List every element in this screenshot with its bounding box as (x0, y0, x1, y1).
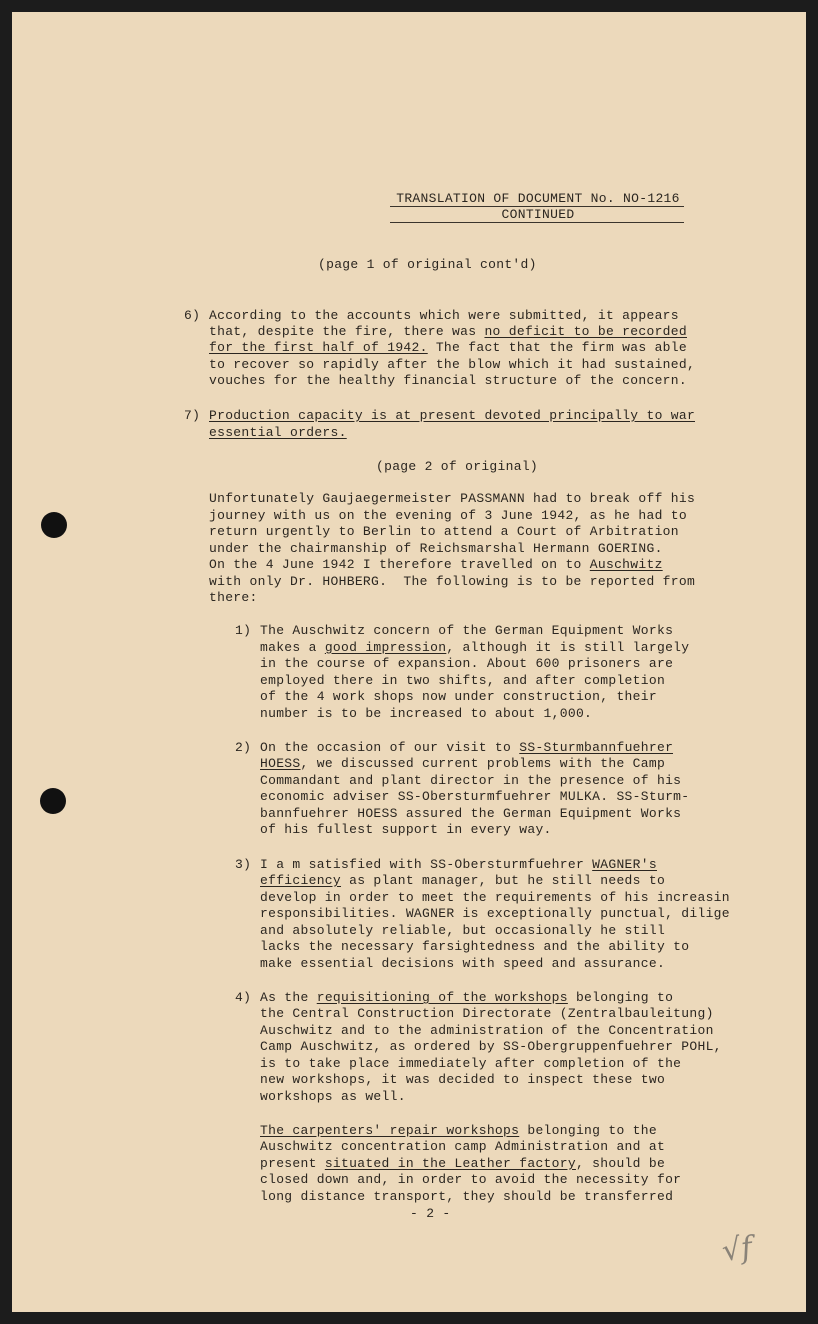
item-7-number: 7) (184, 408, 201, 423)
intro-line-5: On the 4 June 1942 I therefore travelled on to Auschwitz (209, 557, 663, 572)
item-6-line-3: for the first half of 1942. The fact that the firm was able (209, 340, 687, 355)
point-4-number: 4) (235, 990, 252, 1005)
document-title: TRANSLATION OF DOCUMENT No. NO-1216 (396, 191, 680, 206)
carpenters-line-2: Auschwitz concentration camp Administration and at (260, 1139, 666, 1154)
intro-line-4: under the chairmanship of Reichsmarshal Hermann GOERING. (209, 541, 663, 556)
point-4-line-1: As the requisitioning of the workshops belonging to (260, 990, 674, 1005)
point-1-line-3: in the course of expansion. About 600 prisoners are (260, 656, 674, 671)
item-6-line-2: that, despite the fire, there was no deficit to be recorded (209, 324, 687, 339)
point-2-line-5: bannfuehrer HOESS assured the German Equipment Works (260, 806, 682, 821)
point-2-line-3: Commandant and plant director in the presence of his (260, 773, 682, 788)
point-1-line-5: of the 4 work shops now under construction, their (260, 689, 657, 704)
point-4-line-2: the Central Construction Directorate (Zentralbauleitung) (260, 1006, 714, 1021)
point-3-line-3: develop in order to meet the requirements of his increasin (260, 890, 730, 905)
point-3-line-1: I a m satisfied with SS-Obersturmfuehrer WAGNER's (260, 857, 657, 872)
point-4-line-7: workshops as well. (260, 1089, 406, 1104)
item-6-number: 6) (184, 308, 201, 323)
item-6-line-1: According to the accounts which were submitted, it appears (209, 308, 679, 323)
page-reference-1: (page 1 of original cont'd) (318, 257, 537, 272)
item-6-line-4: to recover so rapidly after the blow which it had sustained, (209, 357, 696, 372)
point-2-line-2: HOESS, we discussed current problems with the Camp (260, 756, 666, 771)
point-3-number: 3) (235, 857, 252, 872)
title-rule-top (390, 206, 684, 207)
punch-hole-top (41, 512, 67, 538)
point-3-line-2: efficiency as plant manager, but he still needs to (260, 873, 666, 888)
handwritten-initials: √f (719, 1230, 755, 1269)
point-1-line-1: The Auschwitz concern of the German Equipment Works (260, 623, 674, 638)
point-1-line-2: makes a good impression, although it is still largely (260, 640, 690, 655)
carpenters-line-3: present situated in the Leather factory, should be (260, 1156, 666, 1171)
carpenters-line-1: The carpenters' repair workshops belonging to the (260, 1123, 657, 1138)
punch-hole-bottom (40, 788, 66, 814)
point-2-line-6: of his fullest support in every way. (260, 822, 552, 837)
point-4-line-6: new workshops, it was decided to inspect these two (260, 1072, 666, 1087)
intro-line-2: journey with us on the evening of 3 June 1942, as he had to (209, 508, 687, 523)
carpenters-line-4: closed down and, in order to avoid the necessity for (260, 1172, 682, 1187)
point-1-line-4: employed there in two shifts, and after completion (260, 673, 666, 688)
point-2-line-1: On the occasion of our visit to SS-Sturmbannfuehrer (260, 740, 674, 755)
item-7-line-2: essential orders. (209, 425, 347, 440)
point-3-line-6: lacks the necessary farsightedness and the ability to (260, 939, 690, 954)
point-2-line-4: economic adviser SS-Obersturmfuehrer MULKA. SS-Sturm- (260, 789, 690, 804)
document-continued: CONTINUED (501, 207, 575, 222)
item-7-line-1: Production capacity is at present devoted principally to war (209, 408, 696, 423)
intro-line-6: with only Dr. HOHBERG. The following is to be reported from (209, 574, 696, 589)
point-4-line-4: Camp Auschwitz, as ordered by SS-Obergruppenfuehrer POHL, (260, 1039, 722, 1054)
point-2-number: 2) (235, 740, 252, 755)
intro-line-3: return urgently to Berlin to attend a Court of Arbitration (209, 524, 679, 539)
carpenters-line-5: long distance transport, they should be transferred (260, 1189, 674, 1204)
point-3-line-7: make essential decisions with speed and assurance. (260, 956, 666, 971)
point-1-number: 1) (235, 623, 252, 638)
point-3-line-4: responsibilities. WAGNER is exceptionally punctual, dilige (260, 906, 730, 921)
point-1-line-6: number is to be increased to about 1,000. (260, 706, 593, 721)
page-number: - 2 - (410, 1206, 451, 1221)
point-4-line-5: is to take place immediately after completion of the (260, 1056, 682, 1071)
point-4-line-3: Auschwitz and to the administration of the Concentration (260, 1023, 714, 1038)
item-6-line-5: vouches for the healthy financial structure of the concern. (209, 373, 687, 388)
page-reference-2: (page 2 of original) (376, 459, 539, 474)
intro-line-1: Unfortunately Gaujaegermeister PASSMANN had to break off his (209, 491, 696, 506)
intro-line-7: there: (209, 590, 258, 605)
title-rule-bottom (390, 222, 684, 223)
point-3-line-5: and absolutely reliable, but occasionally he still (260, 923, 666, 938)
